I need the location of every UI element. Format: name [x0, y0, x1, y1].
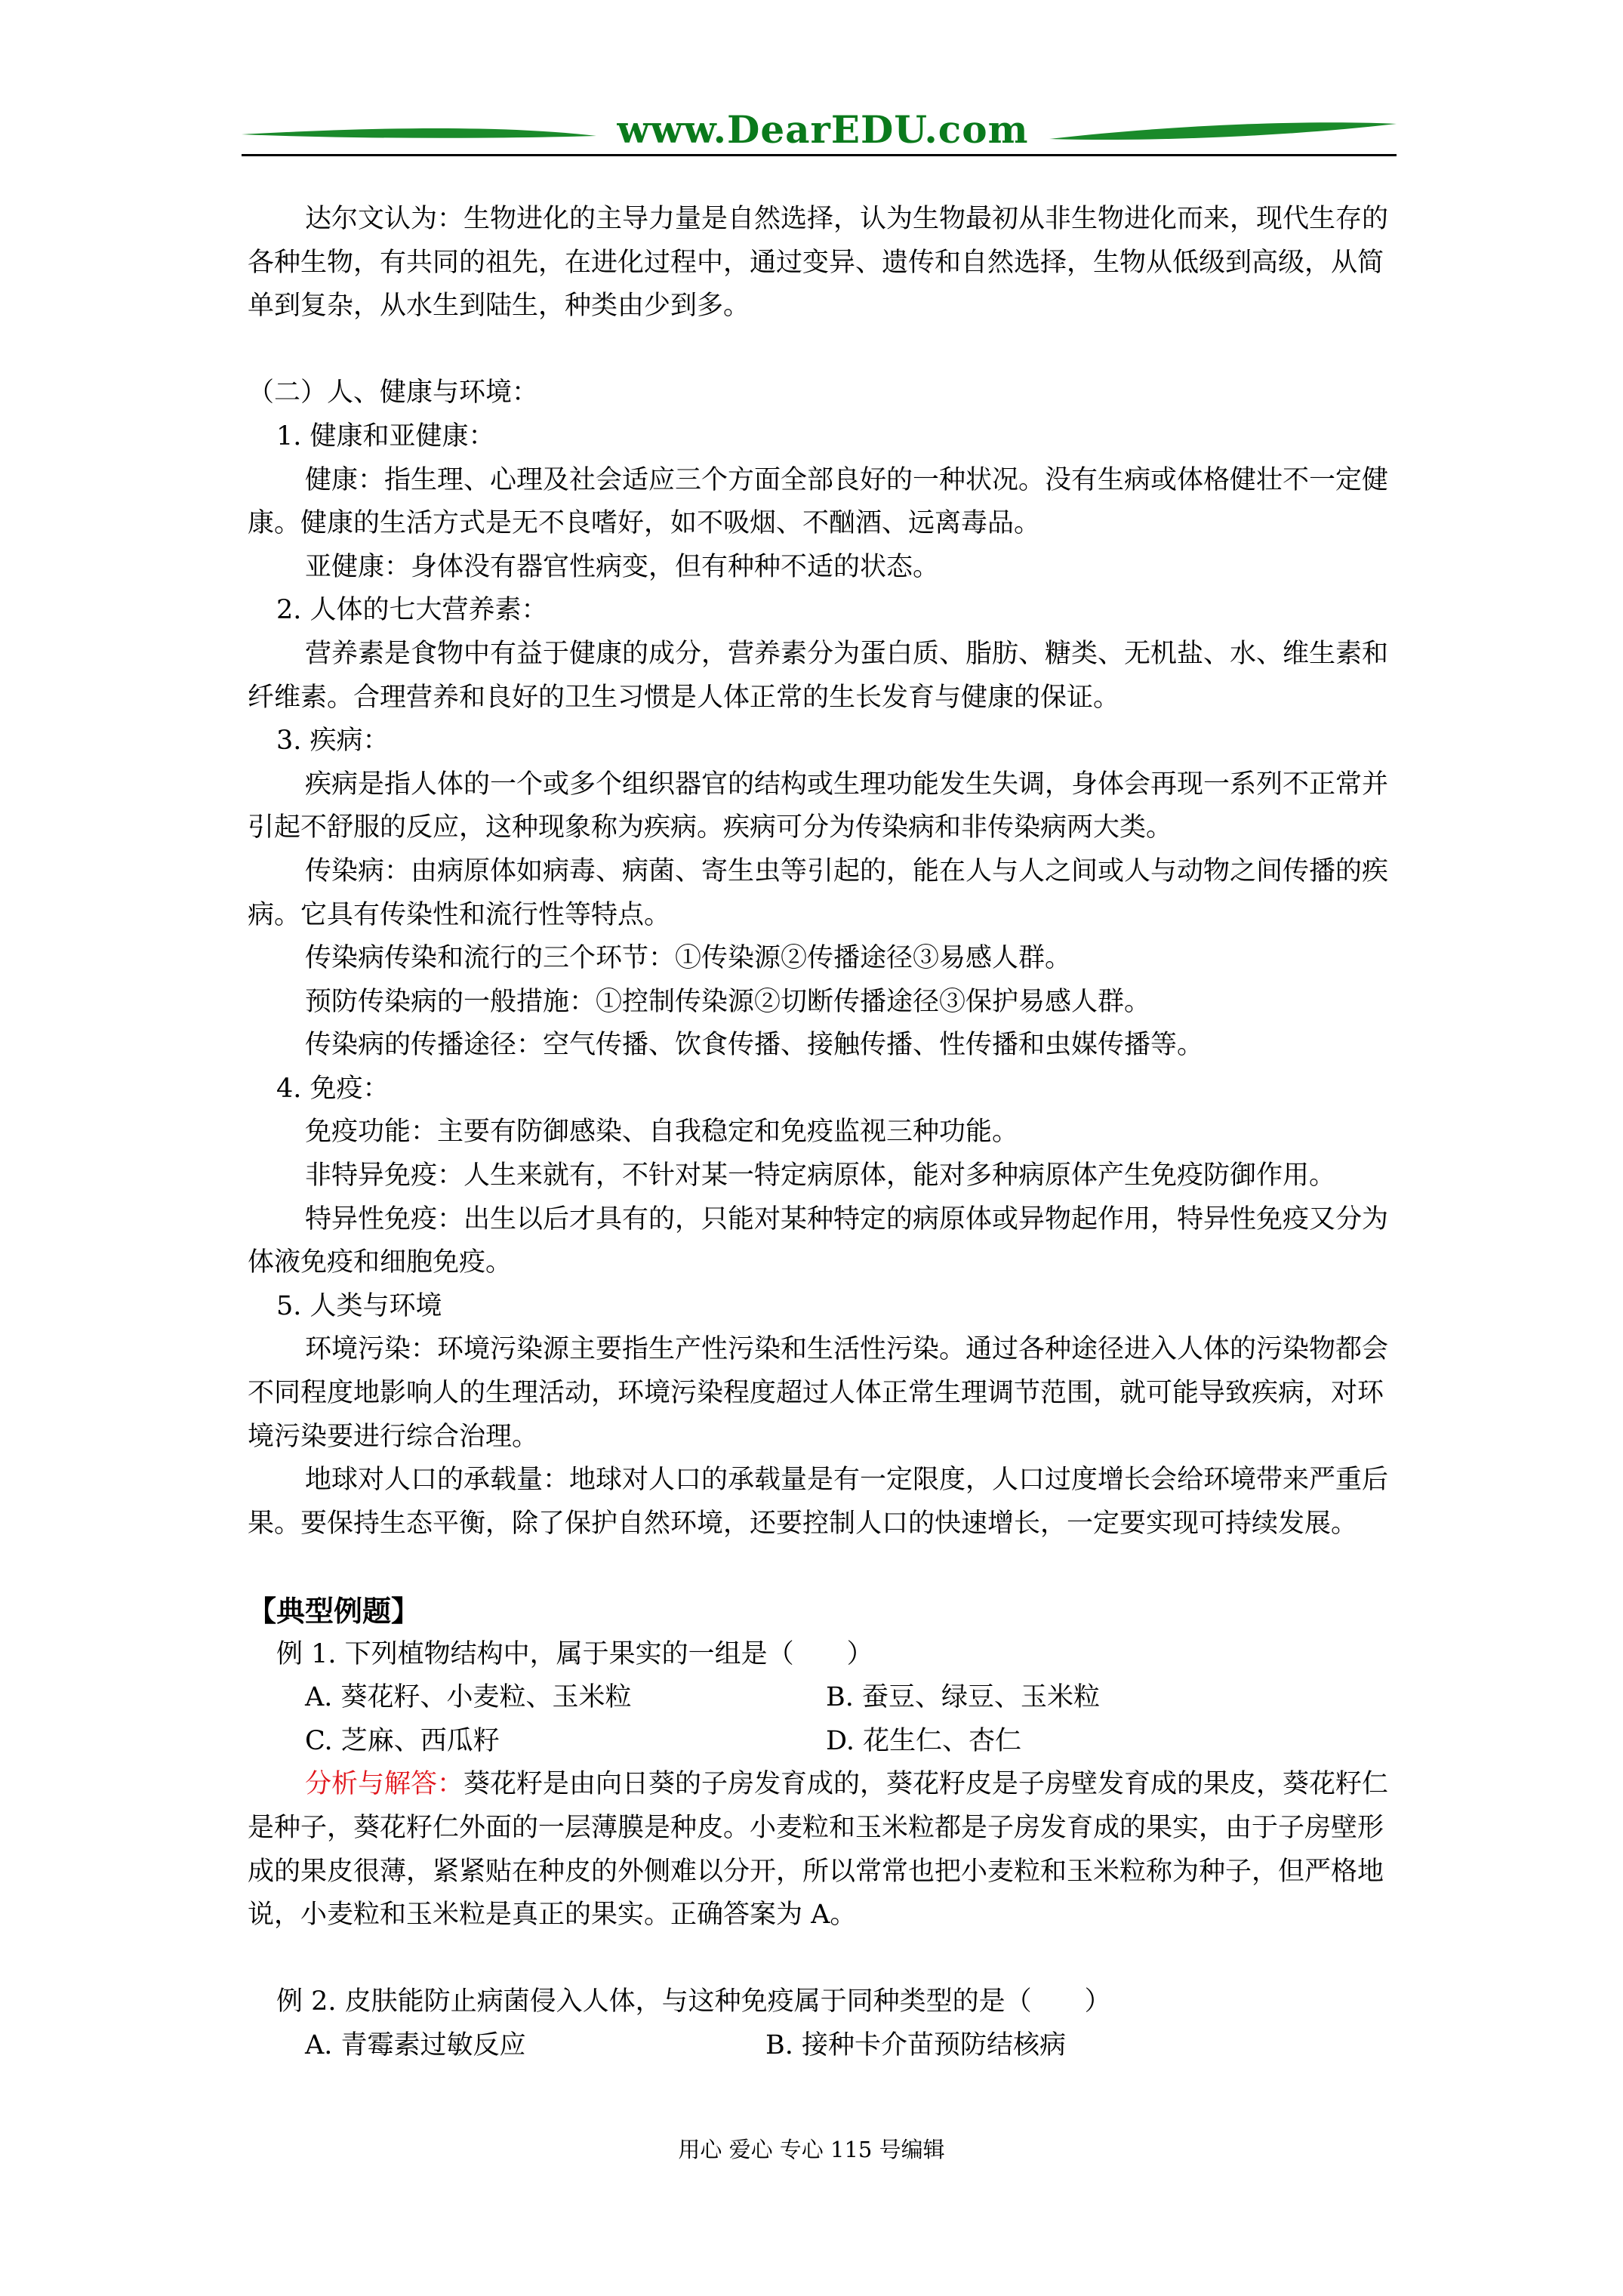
heading-environment: 5. 人类与环境	[276, 1290, 442, 1321]
paragraph-population: 地球对人口的承载量：地球对人口的承载量是有一定限度，人口过度增长会给环境带来严重后果。要保持生态平衡，除了保护自然环境，还要控制人口的快速增长，一定要实现可持续发展。	[248, 1465, 1389, 1539]
paragraph-darwin: 达尔文认为：生物进化的主导力量是自然选择，认为生物最初从非生物进化而来，现代生存的各种生物，有共同的祖先，在进化过程中，通过变异、遗传和自然选择，生物从低级到高级，从简单到复杂，从水生到陆生，种类由少到多。	[248, 204, 1389, 322]
heading-disease: 3. 疾病：	[276, 726, 390, 757]
heading-immunity: 4. 免疫：	[276, 1073, 390, 1104]
examples-title: 【典型例题】	[248, 1594, 420, 1628]
document-body	[248, 198, 1403, 2068]
answer-label: 分析与解答：	[305, 1769, 464, 1800]
paragraph-infectious: 传染病：由病原体如病毒、病菌、寄生虫等引起的，能在人与人之间或人与动物之间传播的疾病。它具有传染性和流行性等特点。	[248, 855, 1389, 930]
example-2-option-a: A. 青霉素过敏反应	[305, 2029, 526, 2060]
left-swoosh	[242, 128, 596, 138]
example-1-answer	[248, 1763, 1403, 1937]
paragraph-transmission: 传染病的传播途径：空气传播、饮食传播、接触传播、性传播和虫媒传播等。	[305, 1030, 1204, 1061]
paragraph-immune-function: 免疫功能：主要有防御感染、自我稳定和免疫监视三种功能。	[305, 1117, 1019, 1148]
example-2-options-row-1	[248, 2024, 1403, 2068]
page-footer: 用心 爱心 专心 115 号编辑	[678, 2137, 945, 2162]
example-2-option-b: B. 接种卡介苗预防结核病	[765, 2029, 1066, 2060]
paragraph-subhealth: 亚健康：身体没有器官性病变，但有种种不适的状态。	[305, 551, 940, 582]
example-1-option-a: A. 葵花籽、小麦粒、玉米粒	[305, 1682, 632, 1713]
paragraph-health: 健康：指生理、心理及社会适应三个方面全部良好的一种状况。没有生病或体格健壮不一定健康。健康的生活方式是无不良嗜好，如不吸烟、不酗酒、远离毒品。	[248, 464, 1389, 539]
example-1-option-b: B. 蚕豆、绿豆、玉米粒	[826, 1682, 1100, 1713]
header-rule	[242, 154, 1397, 156]
paragraph-nutrients: 营养素是食物中有益于健康的成分，营养素分为蛋白质、脂肪、糖类、无机盐、水、维生素和纤维素。合理营养和良好的卫生习惯是人体正常的生长发育与健康的保证。	[248, 638, 1389, 713]
heading-health: 1. 健康和亚健康：	[276, 421, 495, 451]
example-1-question: 例 1. 下列植物结构中，属于果实的一组是（ ）	[276, 1638, 873, 1669]
site-logo-text: www.DearEDU.com	[617, 107, 1029, 152]
right-swoosh	[1049, 122, 1397, 140]
example-1-option-c: C. 芝麻、西瓜籽	[305, 1725, 500, 1756]
heading-nutrients: 2. 人体的七大营养素：	[276, 595, 548, 626]
page-header	[242, 106, 1397, 166]
paragraph-nonspecific: 非特异免疫：人生来就有，不针对某一特定病原体，能对多种病原体产生免疫防御作用。	[305, 1160, 1336, 1191]
paragraph-disease: 疾病是指人体的一个或多个组织器官的结构或生理功能发生失调，身体会再现一系列不正常并引起不舒服的反应，这种现象称为疾病。疾病可分为传染病和非传染病两大类。	[248, 769, 1389, 843]
section-title: （二）人、健康与环境：	[248, 378, 539, 408]
example-1-options-row-2	[248, 1720, 1403, 1764]
paragraph-specific: 特异性免疫：出生以后才具有的，只能对某种特定的病原体或异物起作用，特异性免疫又分为体液免疫和细胞免疫。	[248, 1203, 1389, 1278]
example-2-question: 例 2. 皮肤能防止病菌侵入人体，与这种免疫属于同种类型的是（ ）	[276, 1986, 1111, 2017]
example-1-options-row-1	[248, 1676, 1403, 1720]
paragraph-pollution: 环境污染：环境污染源主要指生产性污染和生活性污染。通过各种途径进入人体的污染物都会不同程度地影响人的生理活动，环境污染程度超过人体正常生理调节范围，就可能导致疾病，对环境污染要进行综合治理。	[248, 1334, 1389, 1452]
paragraph-infection-links: 传染病传染和流行的三个环节：①传染源②传播途径③易感人群。	[305, 943, 1072, 974]
answer-text: 葵花籽是由向日葵的子房发育成的，葵花籽皮是子房壁发育成的果皮，葵花籽仁是种子，葵花籽仁外面的一层薄膜是种皮。小麦粒和玉米粒都是子房发育成的果实，由于子房壁形成的果皮很薄，紧紧贴在种皮的外侧难以分开，所以常常也把小麦粒和玉米粒称为种子，但严格地说，小麦粒和玉米粒是真正的果实。正确答案为 A。	[248, 1769, 1389, 1931]
paragraph-prevention: 预防传染病的一般措施：①控制传染源②切断传播途径③保护易感人群。	[305, 986, 1151, 1017]
example-1-option-d: D. 花生仁、杏仁	[826, 1725, 1022, 1756]
